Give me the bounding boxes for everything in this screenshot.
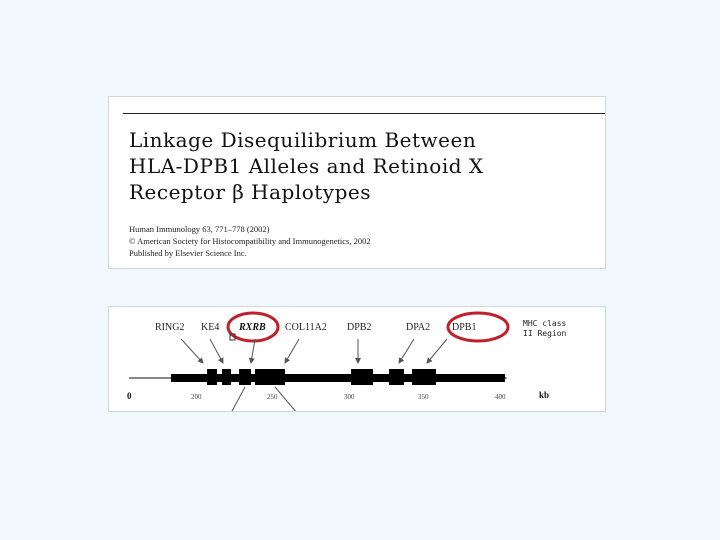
tick-label-350: 350 <box>418 393 429 401</box>
citation-copyright: © American Society for Histocompatibility and Immunogenetics, 2002 <box>129 236 371 246</box>
lower-leader-left <box>231 387 245 412</box>
arrow-ke4 <box>210 339 223 363</box>
tick-label-300: 300 <box>344 393 355 401</box>
chromosome-bar <box>171 374 505 382</box>
citation-journal: Human Immunology 63, 771–778 (2002) <box>129 224 270 234</box>
gene-label-rxrb: RXRB <box>239 322 266 333</box>
gene-label-ke4: KE4 <box>201 322 220 333</box>
tick-label-250: 250 <box>267 393 278 401</box>
gene-block-4 <box>255 369 285 385</box>
gene-block-2 <box>222 369 231 385</box>
region-label-line-2: II Region <box>523 329 567 338</box>
paper-title-line-1: Linkage Disequilibrium Between <box>129 128 477 152</box>
axis-start-label: 0 <box>127 391 132 401</box>
lower-leader-right <box>275 387 297 412</box>
gene-map-figure <box>109 307 606 412</box>
gene-label-dpb1: DPB1 <box>452 322 477 333</box>
paper-title-line-3: Receptor β Haplotypes <box>129 180 371 204</box>
region-label-line-1: MHC class <box>523 319 567 328</box>
arrow-col11a2 <box>285 339 299 363</box>
gene-block-6 <box>389 369 404 385</box>
arrow-rxrb <box>251 339 255 363</box>
paper-title-card <box>108 96 606 269</box>
paper-citation <box>129 223 599 259</box>
gene-label-ring2: RING2 <box>155 322 185 333</box>
gene-block-5 <box>351 369 373 385</box>
tick-label-400: 400 <box>495 393 506 401</box>
gene-block-7 <box>412 369 436 385</box>
axis-unit-label: kb <box>539 390 550 400</box>
gene-block-3 <box>239 369 251 385</box>
citation-publisher: Published by Elsevier Science Inc. <box>129 248 247 258</box>
gene-label-dpa2: DPA2 <box>406 322 431 333</box>
paper-title <box>129 127 599 205</box>
paper-title-line-2: HLA-DPB1 Alleles and Retinoid X <box>129 154 484 178</box>
arrow-dpb1 <box>427 339 447 363</box>
arrow-ring2 <box>181 339 203 363</box>
arrow-dpa2 <box>399 339 414 363</box>
tick-label-200: 200 <box>191 393 202 401</box>
gene-map-panel <box>108 306 606 412</box>
gene-label-col11a2: COL11A2 <box>285 322 327 333</box>
title-rule <box>123 113 605 114</box>
gene-block-1 <box>207 369 217 385</box>
gene-label-dpb2: DPB2 <box>347 322 372 333</box>
